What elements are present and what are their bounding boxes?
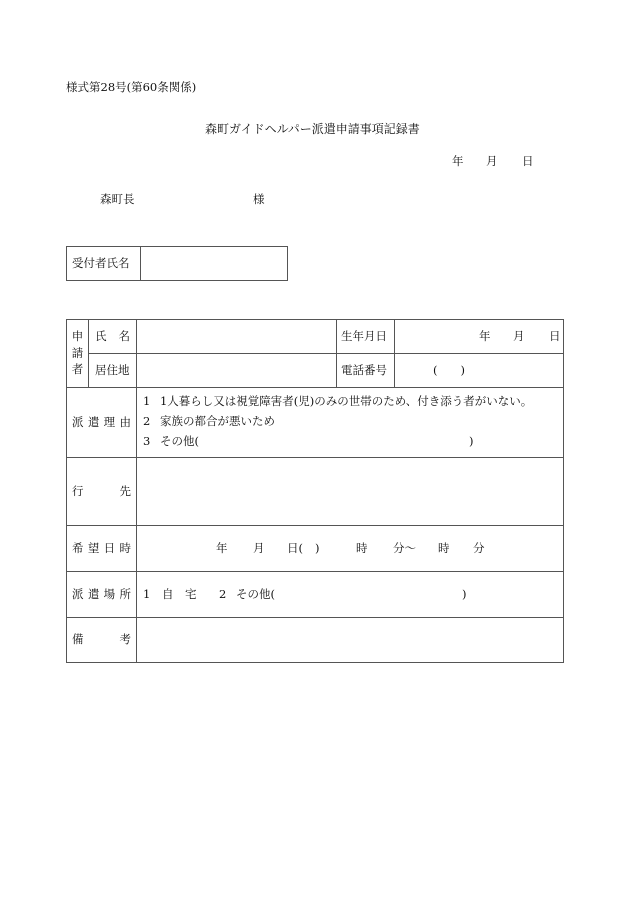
date-month: 月 (486, 154, 498, 168)
reason-option-1-text: 1人暮らし又は視覚障害者(児)のみの世帯のため、付き添う者がいない。 (159, 394, 533, 408)
birth-label (337, 320, 395, 354)
phone-label-text: 電話番号 (341, 362, 387, 377)
reason-option-2-text: 家族の都合が悪いため (159, 414, 275, 428)
receiver-box (66, 246, 288, 281)
reason-label-char-2: 遣 (87, 414, 100, 429)
place-option-home[interactable] (143, 589, 196, 601)
reason-option-3-text: その他( (159, 434, 199, 448)
application-form-table (66, 319, 564, 663)
receiver-label-text: 受付者氏名 (72, 255, 130, 270)
birth-day: 日 (549, 329, 561, 343)
datetime-end-hour: 時 (438, 541, 450, 555)
date-year: 年 (452, 154, 464, 168)
reason-option-2[interactable] (143, 416, 275, 428)
place-option-other[interactable] (219, 589, 275, 601)
date-day: 日 (522, 154, 534, 168)
applicant-label-char-3: 者 (71, 362, 84, 377)
destination-label-char-1: 行 (72, 483, 84, 498)
reason-label (67, 388, 137, 458)
applicant-label-char-1: 申 (71, 328, 84, 343)
reason-option-3[interactable] (143, 436, 199, 448)
receiver-name-field[interactable] (141, 247, 288, 281)
name-label-char-1: 氏 (95, 328, 107, 343)
phone-area-code-paren: ( ) (433, 363, 465, 377)
datetime-day: 日( (287, 541, 303, 555)
dispatch-place-label (67, 572, 137, 618)
place-option-home-number: 1 (143, 587, 151, 601)
dispatch-place-options (137, 572, 564, 618)
form-number: 様式第28号(第60条関係) (66, 80, 197, 94)
address-label-text: 居住地 (95, 362, 130, 377)
receiver-label (67, 247, 141, 281)
addressee-sama: 様 (253, 192, 265, 206)
datetime-end-minute: 分 (473, 541, 485, 555)
applicant-group-label (67, 320, 89, 388)
reason-option-3-number: 3 (143, 434, 151, 448)
name-label-char-2: 名 (118, 328, 130, 343)
datetime-month: 月 (253, 541, 265, 555)
place-option-other-text: その他( (235, 587, 275, 601)
birth-year: 年 (479, 329, 491, 343)
datetime-label-char-3: 日 (103, 540, 116, 555)
datetime-year: 年 (216, 541, 228, 555)
birth-date-field[interactable] (395, 320, 564, 354)
address-field[interactable] (137, 354, 337, 388)
datetime-start-minute: 分〜 (393, 541, 416, 555)
datetime-label-char-4: 時 (119, 540, 131, 555)
datetime-label-char-2: 望 (87, 540, 100, 555)
desired-datetime-field[interactable] (137, 526, 564, 572)
birth-month: 月 (513, 329, 525, 343)
address-label (89, 354, 137, 388)
reason-label-char-3: 理 (103, 414, 116, 429)
remarks-label-char-1: 備 (72, 632, 84, 647)
name-field[interactable] (137, 320, 337, 354)
reason-options (137, 388, 564, 458)
place-label-char-4: 所 (119, 586, 131, 601)
reason-option-2-number: 2 (143, 414, 151, 428)
applicant-label-char-2: 請 (71, 345, 84, 360)
reason-label-char-4: 由 (119, 414, 131, 429)
datetime-start-hour: 時 (356, 541, 368, 555)
reason-option-1-number: 1 (143, 394, 151, 408)
place-option-home-text: 自 宅 (161, 587, 197, 601)
place-option-other-number: 2 (219, 587, 227, 601)
destination-field[interactable] (137, 458, 564, 526)
phone-field[interactable] (395, 354, 564, 388)
reason-label-char-1: 派 (72, 414, 84, 429)
remarks-label (67, 618, 137, 663)
desired-datetime-label (67, 526, 137, 572)
remarks-field[interactable] (137, 618, 564, 663)
name-label (89, 320, 137, 354)
place-label-char-3: 場 (103, 586, 116, 601)
remarks-label-char-2: 考 (119, 632, 131, 647)
destination-label-char-2: 先 (119, 483, 131, 498)
place-option-other-close-paren: ) (462, 587, 467, 601)
place-label-char-2: 遣 (87, 586, 100, 601)
document-title: 森町ガイドヘルパー派遣申請事項記録書 (205, 122, 420, 136)
birth-label-text: 生年月日 (341, 328, 387, 343)
datetime-weekday-close: ) (315, 541, 320, 555)
datetime-label-char-1: 希 (72, 540, 84, 555)
phone-label (337, 354, 395, 388)
reason-option-3-close-paren: ) (469, 434, 474, 448)
place-label-char-1: 派 (72, 586, 84, 601)
reason-option-1[interactable] (143, 396, 532, 408)
addressee-town: 森町長 (100, 192, 135, 206)
destination-label (67, 458, 137, 526)
